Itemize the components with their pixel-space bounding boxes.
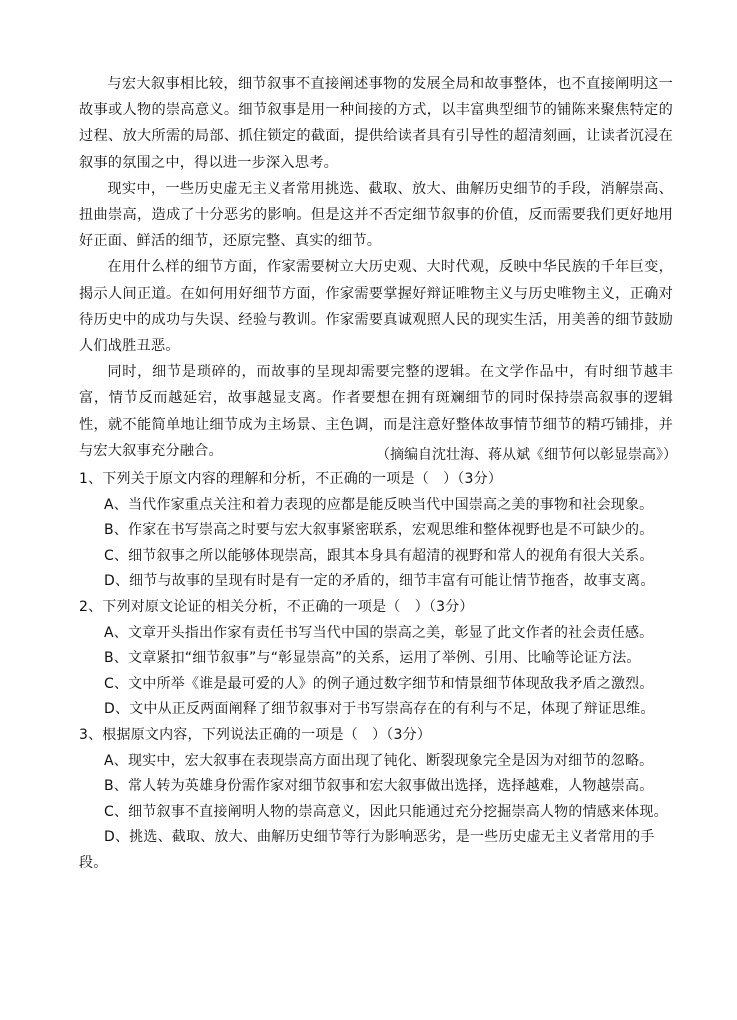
passage-paragraph-2: 现实中，一些历史虚无主义者常用挑选、截取、放大、曲解历史细节的手段，消解崇高、扭曲崇高，造成了十分恶劣的影响。但是这并不否定细节叙事的价值，反而需要我们更好地用好正面、鲜活的细节，还原完整、真实的细节。 <box>79 180 673 250</box>
passage-paragraph-1: 与宏大叙事相比较，细节叙事不直接阐述事物的发展全局和故事整体，也不直接阐明这一故事或人物的崇高意义。细节叙事是用一种间接的方式，以丰富典型细节的铺陈来聚焦特定的过程、放大所需的局部、抓住锁定的截面，提供给读者具有引导性的超清刻画，让读者沉浸在叙事的氛围之中，得以进一步深入思考。 <box>79 76 673 171</box>
question-2 <box>79 595 679 723</box>
question-stem: 2、下列对原文论证的相关分析，不正确的一项是（ ）（3分） <box>79 598 474 615</box>
option-c: C、细节叙事不直接阐明人物的崇高意义，因此只能通过充分挖掘崇高人物的情感来体现。 <box>104 803 668 820</box>
passage-source: （摘编自沈壮海、蒋从斌《细节何以彰显崇高》） <box>376 447 677 463</box>
question-list <box>79 467 679 877</box>
option-a: A、当代作家重点关注和着力表现的应都是能反映当代中国崇高之美的事物和社会现象。 <box>104 496 654 513</box>
option-d: D、细节与故事的呈现有时是有一定的矛盾的，细节丰富有可能让情节拖沓，故事支离。 <box>104 573 655 590</box>
option-d: D、文中从正反两面阐释了细节叙事对于书写崇高存在的有利与不足，体现了辩证思维。 <box>104 701 655 718</box>
passage-paragraph-3: 在用什么样的细节方面，作家需要树立大历史观、大时代观，反映中华民族的千年巨变，揭示人间正道。在如何用好细节方面，作家需要掌握好辩证唯物主义与历史唯物主义，正确对待历史中的成功与失误、经验与教训。作家需要真诚观照人民的现实生活，用美善的细节鼓励人们战胜丑恶。 <box>79 259 673 355</box>
question-3 <box>79 723 679 877</box>
option-b: B、作家在书写崇高之时要与宏大叙事紧密联系，宏观思维和整体视野也是不可缺少的。 <box>104 522 654 539</box>
question-1 <box>79 467 679 595</box>
reading-passage <box>79 71 673 464</box>
option-b: B、常人转为英雄身份需作家对细节叙事和宏大叙事做出选择，选择越难，人物越崇高。 <box>104 778 654 795</box>
passage-paragraph-4: 同时，细节是琐碎的，而故事的呈现却需要完整的逻辑。在文学作品中，有时细节越丰富，情节反而越延宕，故事越显支离。作者要想在拥有斑斓细节的同时保持崇高叙事的逻辑性，就不能简单地让细节成为主场景、主色调，而是注意好整体故事情节细节的精巧铺排，并与宏大叙事充分融合。 <box>79 364 673 459</box>
option-d: D、挑选、截取、放大、曲解历史细节等行为影响恶劣，是一些历史虚无主义者常用的手段。 <box>79 829 655 871</box>
option-a: A、现实中，宏大叙事在表现崇高方面出现了钝化、断裂现象完全是因为对细节的忽略。 <box>104 752 654 769</box>
option-c: C、细节叙事之所以能够体现崇高，跟其本身具有超清的视野和常人的视角有很大关系。 <box>104 547 654 564</box>
option-a: A、文章开头指出作家有责任书写当代中国的崇高之美，彰显了此文作者的社会责任感。 <box>104 624 654 641</box>
question-stem: 3、根据原文内容，下列说法正确的一项是（ ）（3分） <box>79 726 432 743</box>
option-c: C、文中所举《谁是最可爱的人》的例子通过数字细节和情景细节体现敌我矛盾之激烈。 <box>104 675 654 692</box>
question-stem: 1、下列关于原文内容的理解和分析，不正确的一项是（ ）（3分） <box>79 471 503 487</box>
option-b: B、文章紧扣“细节叙事”与“彰显崇高”的关系，运用了举例、引用、比喻等论证方法。 <box>104 650 641 667</box>
